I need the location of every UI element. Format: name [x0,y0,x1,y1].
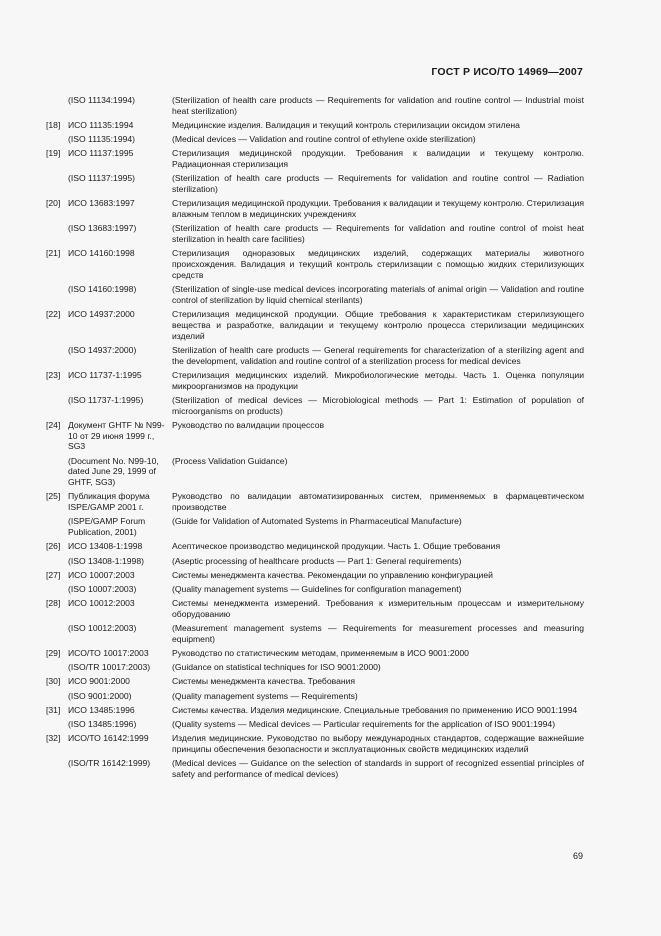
document-header: ГОСТ Р ИСО/ТО 14969—2007 [431,66,583,78]
reference-number: [18] [46,119,61,130]
standard-designation: ИСО 14937:2000 [68,309,135,320]
bibliography-entry [46,173,584,195]
standard-designation: ИСО 10007:2003 [68,569,135,580]
standard-designation: ИСО 13485:1996 [68,704,135,715]
standard-title: Асептическое производство медицинской продукции. Часть 1. Общие требования [172,541,501,552]
bibliography-entry [46,198,584,220]
reference-number: [28] [46,598,61,609]
standard-title: Sterilization of health care products — General requirements for characterization of a sterilizing agent and the development, validation and routine control of a sterilization process for medical devices [172,344,584,366]
bibliography-entry [46,733,584,755]
standard-designation: ИСО 11737-1:1995 [68,369,142,380]
standard-designation: ИСО 13408-1:1998 [68,541,143,552]
standard-title: (Sterilization of health care products — Requirements for validation and routine control — Radiation sterilization) [172,173,584,195]
standard-title: (Guidance on statistical techniques for ISO 9001:2000) [172,662,381,673]
bibliography-entry [46,623,584,645]
reference-number: [26] [46,541,61,552]
standard-title: (Quality management systems — Requirements) [172,690,358,701]
bibliography-entry [46,120,584,131]
standard-title: (Process Validation Guidance) [172,455,288,466]
bibliography-entry [46,309,584,341]
standard-title: Руководство по валидации автоматизированных систем, применяемых в фармацевтическом производстве [172,491,584,513]
bibliography-entry [46,491,584,513]
reference-number: [25] [46,491,61,502]
bibliography-entry [46,345,584,367]
bibliography-entry [46,648,584,659]
standard-title: Руководство по валидации процессов [172,419,325,430]
bibliography-entry [46,516,584,538]
page-number: 69 [572,851,583,861]
standard-designation: (ISO/TR 16142:1999) [68,758,151,769]
standard-title: Системы менеджмента качества. Требования [172,676,356,687]
standard-title: (Medical devices — Validation and routine control of ethylene oxide sterilization) [172,134,476,145]
standard-title: (Sterilization of health care products — Requirements for validation and routine control — Industrial moist heat sterilization) [172,95,584,116]
standard-title: (Medical devices — Guidance on the selection of standards in support of recognized essential principles of safety and performance of medical devices) [172,758,584,779]
standard-title: Руководство по статистическим методам, применяемым в ИСО 9001:2000 [172,648,469,659]
reference-number: [23] [46,369,61,380]
standard-designation: ИСО 9001:2000 [68,676,130,687]
standard-title: Системы менеджмента качества. Рекомендации по управлению конфигурацией [172,569,493,580]
bibliography-entry [46,584,584,595]
bibliography-entry [46,95,584,117]
standard-designation: ИСО 11135:1994 [68,119,134,130]
standard-title: Стерилизация одноразовых медицинских изделий, содержащих материалы животного происхождения. Валидация и текущий контроль стерилизации с помощью жидких стерилизующих средств [172,248,584,280]
bibliography-entry [46,370,584,392]
standard-title: Системы менеджмента измерений. Требования к измерительным процессам и измерительному оборудованию [172,598,584,619]
standard-designation: (ISO 14160:1998) [68,284,137,295]
standard-title: (Guide for Validation of Automated Systems in Pharmaceutical Manufacture) [172,516,462,527]
standard-title: (Sterilization of medical devices — Microbiological methods — Part 1: Estimation of population of microorganisms on products) [172,394,584,416]
reference-number: [22] [46,309,61,320]
standard-designation: (ISO 13485:1996) [68,718,137,729]
reference-number: [24] [46,419,61,430]
reference-number: [27] [46,569,61,580]
bibliography-entry [46,556,584,567]
bibliography-entry [46,456,584,488]
standard-designation: (ISO 13408-1:1998) [68,555,144,566]
standard-designation: (ISPE/GAMP Forum Publication, 2001) [68,516,146,538]
standard-designation: (ISO 11137:1995) [68,173,136,184]
standard-designation: (ISO 14937:2000) [68,344,137,355]
standard-designation: (Document No. N99-10, dated June 29, 1999 of GHTF, SG3) [68,455,159,488]
reference-number: [29] [46,648,61,659]
standard-title: (Sterilization of health care products — Requirements for validation and routine control of moist heat sterilization in health care facilities) [172,223,584,245]
bibliography-entry [46,395,584,417]
standard-designation: ИСО/ТО 16142:1999 [68,733,149,744]
bibliography-list [46,95,584,783]
standard-title: Стерилизация медицинской продукции. Требования к валидации и текущему контролю. Стерилизация влажным теплом в медицинских учреждениях [172,198,584,220]
standard-designation: ИСО 13683:1997 [68,198,135,209]
bibliography-entry [46,598,584,620]
standard-designation: ИСО 10012:2003 [68,598,135,609]
standard-designation: (ISO 11134:1994) [68,95,136,105]
standard-designation: (ISO 10007:2003) [68,583,137,594]
standard-title: Стерилизация медицинской продукции. Общие требования к характеристикам стерилизующего вещества и разработке, валидации и текущему контролю процесса стерилизации медицинских изделий [172,309,584,341]
standard-title: (Measurement management systems — Requirements for measurement processes and measuring equipment) [172,623,584,644]
bibliography-entry [46,223,584,245]
standard-title: Стерилизация медицинской продукции. Требования к валидации и текущему контролю. Радиационная стерилизация [172,148,584,170]
bibliography-entry [46,662,584,673]
reference-number: [31] [46,704,61,715]
standard-designation: (ISO 13683:1997) [68,223,137,234]
reference-number: [32] [46,733,61,744]
standard-title: (Sterilization of single-use medical devices incorporating materials of animal origin — Validation and routine control of sterilization by liquid chemical sterilants) [172,284,584,305]
standard-title: Изделия медицинские. Руководство по выбору международных стандартов, содержащие важнейшие принципы обеспечения безопасности и эксплуатационных свойств медицинских изделий [172,733,584,754]
standard-designation: (ISO 11737-1:1995) [68,394,144,405]
bibliography-entry [46,758,584,780]
standard-designation: ИСО 14160:1998 [68,248,135,259]
standard-title: Системы качества. Изделия медицинские. Специальные требования по применению ИСО 9001:1994 [172,704,578,715]
bibliography-entry [46,719,584,730]
bibliography-entry [46,420,584,452]
bibliography-entry [46,284,584,306]
standard-designation: (ISO 9001:2000) [68,690,132,701]
standard-title: Медицинские изделия. Валидация и текущий контроль стерилизации оксидом этилена [172,119,520,130]
standard-designation: Публикация форума ISPE/GAMP 2001 г. [68,491,150,513]
reference-number: [19] [46,148,61,159]
standard-title: (Quality management systems — Guidelines for configuration management) [172,583,462,594]
standard-title: Стерилизация медицинских изделий. Микробиологические методы. Часть 1. Оценка популяции микроорганизмов на продукции [172,369,584,391]
standard-designation: Документ GHTF № N99-10 от 29 июня 1999 г., SG3 [68,419,165,452]
standard-designation: (ISO 11135:1994) [68,134,136,145]
reference-number: [30] [46,676,61,687]
bibliography-entry [46,148,584,170]
standard-title: (Quality systems — Medical devices — Particular requirements for the application of ISO 9001:1994) [172,718,556,729]
bibliography-entry [46,541,584,552]
bibliography-entry [46,676,584,687]
bibliography-entry [46,570,584,581]
standard-designation: (ISO/TR 10017:2003) [68,662,151,673]
standard-designation: ИСО 11137:1995 [68,148,134,159]
standard-designation: (ISO 10012:2003) [68,623,137,634]
bibliography-entry [46,705,584,716]
standard-designation: ИСО/ТО 10017:2003 [68,648,149,659]
bibliography-entry [46,134,584,145]
standard-title: (Aseptic processing of healthcare products — Part 1: General requirements) [172,555,462,566]
bibliography-entry [46,248,584,280]
reference-number: [20] [46,198,61,209]
bibliography-entry [46,691,584,702]
reference-number: [21] [46,248,61,259]
